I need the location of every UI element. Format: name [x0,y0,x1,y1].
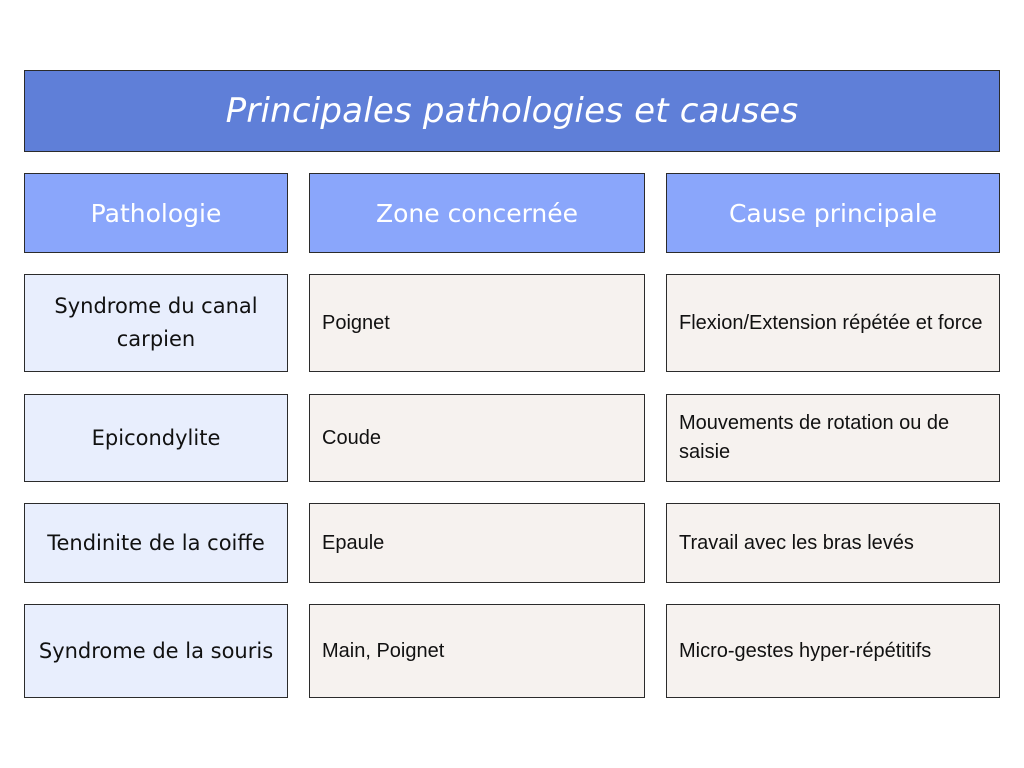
cause-cell [666,394,1000,482]
header-cause [666,173,1000,253]
header-zone [309,173,645,253]
cause-cell [666,274,1000,372]
header-zone-label: Zone concernée [375,198,579,228]
pathology-name: Syndrome de la souris [38,638,274,663]
zone-cell [309,503,645,583]
zone-value: Poignet [322,311,390,334]
cause-cell [666,604,1000,698]
pathology-name: Epicondylite [91,425,221,450]
cause-value: Micro-gestes hyper-répétitifs [679,639,932,662]
pathology-cell [24,394,288,482]
pathology-cell [24,503,288,583]
header-pathologie [24,173,288,253]
page-title: Principales pathologies et causes [225,91,799,131]
pathology-name: Tendinite de la coiffe [47,530,265,555]
header-cause-label: Cause principale [728,198,938,228]
zone-cell [309,394,645,482]
cause-cell [666,503,1000,583]
cause-value: Travail avec les bras levés [679,531,914,554]
zone-value: Main, Poignet [322,639,445,662]
zone-cell [309,274,645,372]
pathology-cell [24,274,288,372]
title-bar [24,70,1000,152]
pathology-cell [24,604,288,698]
pathology-name: Syndrome du canal carpien [54,294,258,351]
header-pathologie-label: Pathologie [90,198,222,228]
cause-value: Mouvements de rotation ou de saisie [679,412,950,463]
zone-value: Epaule [322,531,385,554]
zone-value: Coude [322,426,381,449]
cause-value: Flexion/Extension répétée et force [679,311,983,334]
zone-cell [309,604,645,698]
